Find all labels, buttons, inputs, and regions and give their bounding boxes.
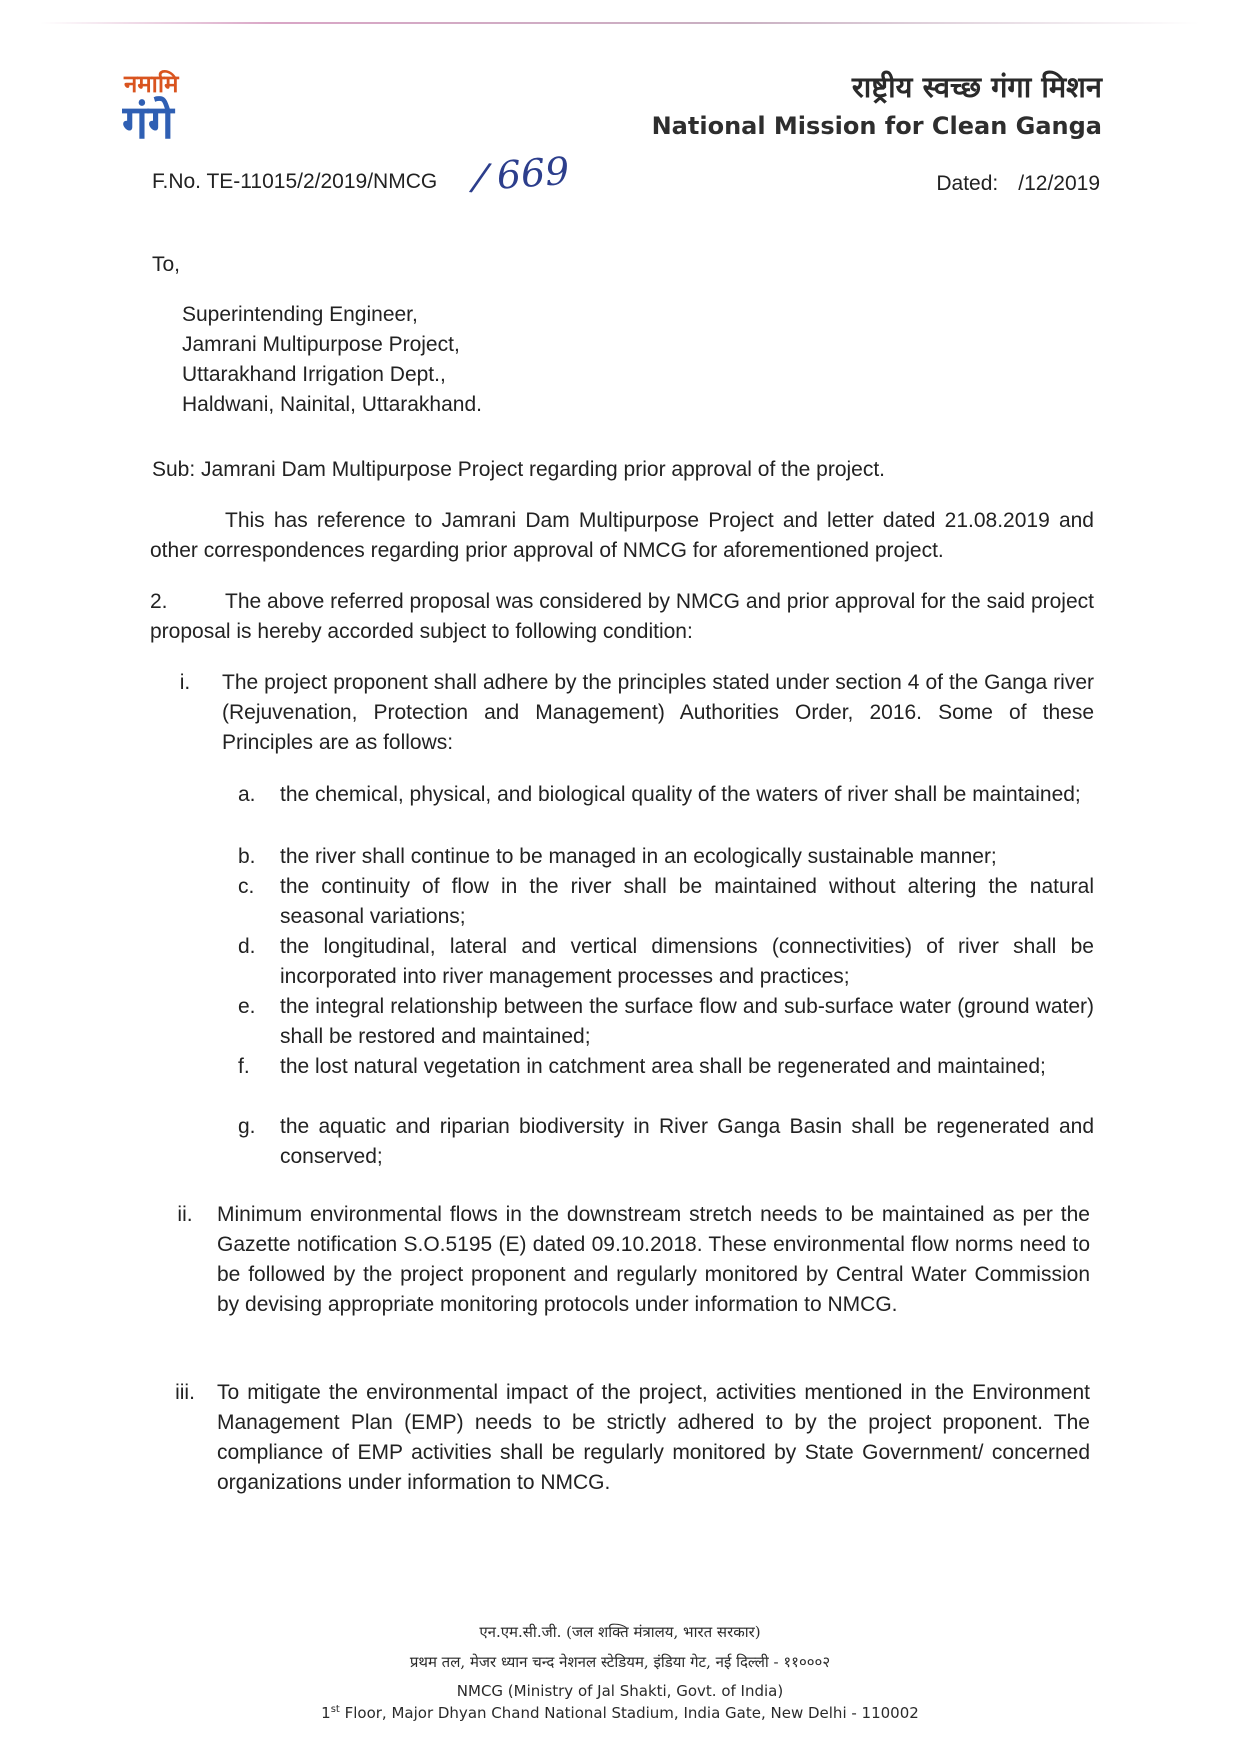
principle-text: the aquatic and riparian biodiversity in River Ganga Basin shall be regenerated and conserved; xyxy=(280,1115,1094,1168)
principle-letter: g. xyxy=(238,1115,256,1138)
footer-org: NMCG (Ministry of Jal Shakti, Govt. of India) xyxy=(456,1682,784,1700)
principle-text: the continuity of flow in the river shall be maintained without altering the natural seasonal variations; xyxy=(280,875,1094,928)
principle-letter: c. xyxy=(238,875,255,898)
footer-floor-suffix: st xyxy=(330,1704,340,1715)
principle-letter: a. xyxy=(238,783,256,806)
condition-number: i. xyxy=(179,671,191,694)
address-line: Jamrani Multipurpose Project, xyxy=(182,333,460,356)
paragraph-2-number: 2. xyxy=(150,590,168,613)
address-line: Haldwani, Nainital, Uttarakhand. xyxy=(182,393,482,416)
handwritten-slash: / xyxy=(471,154,490,200)
condition-text: Minimum environmental flows in the downstream stretch needs to be maintained as per the Gazette notification S.O.5195 (E) dated 09.10.2018. These environmental flow norms need to be followed by the project proponent and regularly monitored by Central Water Commission by devising appropriate monitoring protocols under information to NMCG. xyxy=(217,1203,1090,1316)
principle-text: the lost natural vegetation in catchment area shall be regenerated and maintained; xyxy=(280,1055,1046,1078)
principle-item xyxy=(238,872,1094,932)
dated-value: /12/2019 xyxy=(1018,172,1100,195)
principle-text: the chemical, physical, and biological quality of the waters of river shall be maintained; xyxy=(280,783,1081,806)
principle-text: the river shall continue to be managed in an ecologically sustainable manner; xyxy=(280,845,997,868)
date-line xyxy=(936,172,1100,196)
principle-item xyxy=(238,992,1094,1052)
principle-text: the longitudinal, lateral and vertical dimensions (connectivities) of river shall be incorporated into river management processes and practices; xyxy=(280,935,1094,988)
svg-text:नमामि: नमामि xyxy=(124,70,179,98)
condition-item xyxy=(160,1378,1090,1498)
svg-text:गंगे: गंगे xyxy=(122,95,174,146)
subject-line: Sub: Jamrani Dam Multipurpose Project regarding prior approval of the project. xyxy=(152,458,886,481)
footer-floor-number: 1 xyxy=(321,1704,331,1722)
principle-item xyxy=(238,780,1094,810)
principle-item xyxy=(238,842,1094,872)
principle-text: the integral relationship between the surface flow and sub-surface water (ground water) shall be restored and maintained; xyxy=(280,995,1094,1048)
paragraph-1-text: This has reference to Jamrani Dam Multipurpose Project and letter dated 21.08.2019 and other correspondences regarding prior approval of NMCG for aforementioned project. xyxy=(150,509,1094,562)
condition-number: ii. xyxy=(177,1203,193,1226)
principle-item xyxy=(238,1052,1094,1082)
title-english: National Mission for Clean Ganga xyxy=(651,112,1102,140)
condition-number: iii. xyxy=(175,1381,195,1404)
footer-address-text: Floor, Major Dhyan Chand National Stadium, India Gate, New Delhi - 110002 xyxy=(339,1704,919,1722)
paragraph-2-text: The above referred proposal was considered by NMCG and prior approval for the said project proposal is hereby accorded subject to following condition: xyxy=(150,590,1094,643)
letterhead-title xyxy=(652,70,1102,140)
top-rule xyxy=(40,22,1200,24)
title-hindi: राष्ट्रीय स्वच्छ गंगा मिशन xyxy=(851,70,1102,104)
principle-letter: f. xyxy=(238,1055,250,1078)
condition-text: The project proponent shall adhere by the principles stated under section 4 of the Ganga river (Rejuvenation, Protection and Management) Authorities Order, 2016. Some of these Principles are as follows: xyxy=(222,671,1094,754)
condition-item xyxy=(160,668,1094,758)
principle-item xyxy=(238,1112,1094,1172)
address-line: Superintending Engineer, xyxy=(182,303,418,326)
address-line: Uttarakhand Irrigation Dept., xyxy=(182,363,446,386)
paragraph-1 xyxy=(150,506,1094,566)
handwritten-number xyxy=(473,149,571,200)
footer-hindi-address: प्रथम तल, मेजर ध्यान चन्द नेशनल स्टेडियम, इंडिया गेट, नई दिल्ली - ११०००२ xyxy=(409,1653,831,1671)
paragraph-2 xyxy=(150,587,1094,647)
file-number: F.No. TE-11015/2/2019/NMCG xyxy=(152,170,438,193)
principle-item xyxy=(238,932,1094,992)
principle-letter: b. xyxy=(238,845,256,868)
to-line: To, xyxy=(152,253,181,276)
condition-item xyxy=(160,1200,1090,1320)
recipient-address xyxy=(182,300,482,420)
principle-letter: d. xyxy=(238,935,256,958)
footer-address xyxy=(0,1704,1240,1722)
dated-label: Dated: xyxy=(936,172,999,195)
principle-letter: e. xyxy=(238,995,256,1018)
handwritten-number-text: 669 xyxy=(495,148,571,198)
footer-hindi-org: एन.एम.सी.जी. (जल शक्ति मंत्रालय, भारत सरकार) xyxy=(479,1623,761,1641)
condition-text: To mitigate the environmental impact of the project, activities mentioned in the Environment Management Plan (EMP) needs to be strictly adhered to by the project proponent. The compliance of EMP activities shall be regularly monitored by State Government/ concerned organizations under information to NMCG. xyxy=(217,1381,1090,1494)
namami-gange-logo xyxy=(122,66,232,146)
